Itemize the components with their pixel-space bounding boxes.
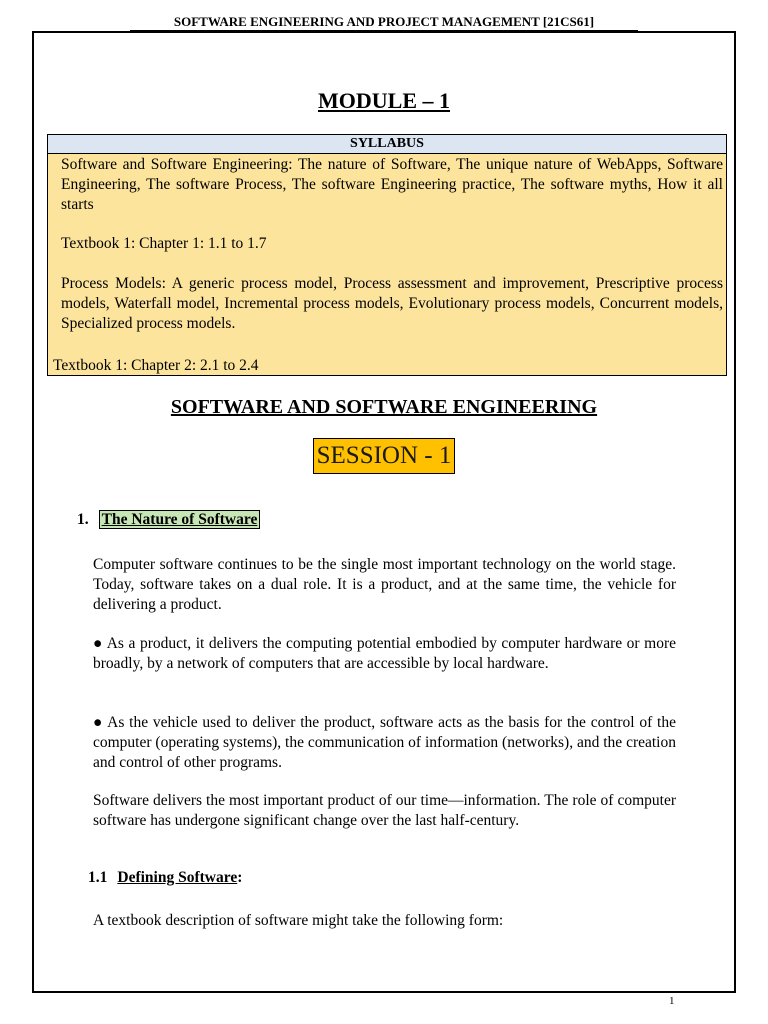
topic-1-bullet-1: ● As a product, it delivers the computing potential embodied by computer hardware or more broadly, by a network of computers that are accessible by local hardware. [93,635,676,672]
running-header-title: SOFTWARE ENGINEERING AND PROJECT MANAGEMENT [21CS61] [173,14,595,29]
syllabus-reference-2: Textbook 1: Chapter 2: 2.1 to 2.4 [53,357,259,374]
topic-1-bullet-2: ● As the vehicle used to deliver the product, software acts as the basis for the control of the computer (operating systems), the communication of information (networks), and the creation and control of other programs. [93,714,676,771]
topic-1-1-title: Defining Software [117,869,238,886]
section-title: SOFTWARE AND SOFTWARE ENGINEERING [170,396,598,418]
syllabus-box [47,134,727,376]
syllabus-paragraph-1: Software and Software Engineering: The nature of Software, The unique nature of WebApps, Software Engineering, The software Process, The software Engineering practice, The software myths, How it all starts [61,156,723,213]
topic-1-1-paragraph: A textbook description of software might take the following form: [93,912,504,929]
topic-1-paragraph-1: Computer software continues to be the single most important technology on the world stage. Today, software takes on a dual role. It is a product, and at the same time, the vehicle for delivering a product. [93,556,676,613]
topic-1-paragraph-2: Software delivers the most important product of our time—information. The role of computer software has undergone significant change over the last half-century. [93,792,676,829]
session-heading [0,438,768,474]
page-number: 1 [669,995,675,1007]
topic-1-1-colon: : [237,869,243,886]
topic-1-heading [77,511,260,529]
topic-1-1-number: 1.1 [88,869,108,886]
syllabus-heading: SYLLABUS [48,135,726,154]
session-label: SESSION - 1 [313,438,456,474]
running-header [0,14,768,30]
topic-1-title: The Nature of Software [99,510,261,529]
topic-1-number: 1. [77,511,89,528]
topic-1-1-heading [88,869,242,887]
syllabus-reference-1: Textbook 1: Chapter 1: 1.1 to 1.7 [61,235,267,252]
syllabus-paragraph-2: Process Models: A generic process model, Process assessment and improvement, Prescriptive process models, Waterfall model, Incremental process models, Evolutionary process models, Concurrent models, Specialized process models. [61,275,723,332]
module-title: MODULE – 1 [318,88,450,113]
